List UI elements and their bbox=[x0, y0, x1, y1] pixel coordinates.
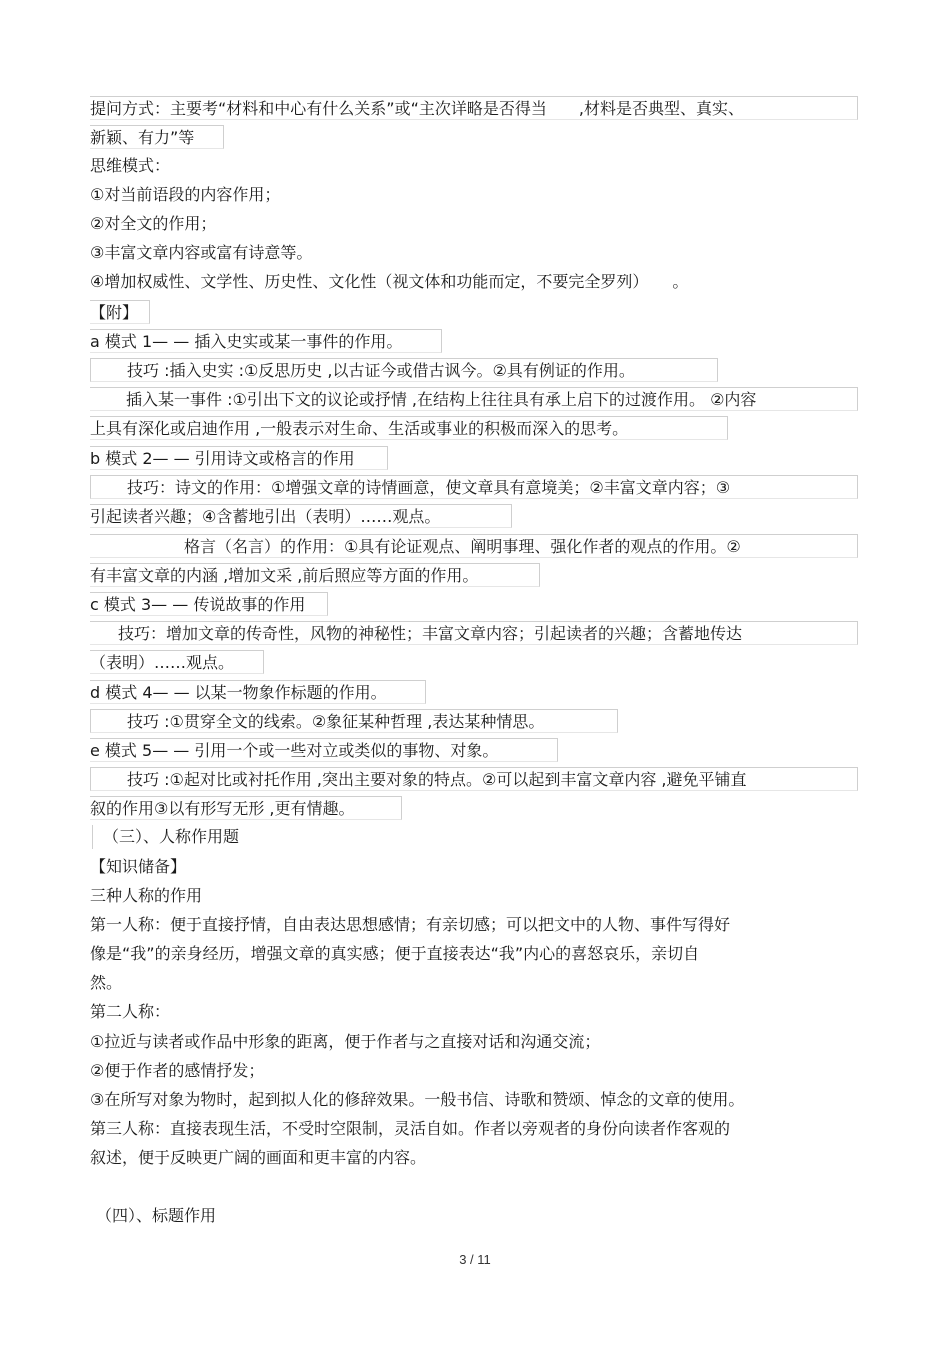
text-line: 叙的作用③以有形写无形 ,更有情趣。 bbox=[90, 796, 402, 820]
text-line: 提问方式：主要考“材料和中心有什么关系”或“主次详略是否得当 ,材料是否典型、真实、 bbox=[90, 96, 858, 120]
text-line: 【知识储备】 bbox=[90, 857, 187, 876]
text-line: ①对当前语段的内容作用； bbox=[90, 185, 281, 204]
section-heading: （四）、标题作用 bbox=[96, 1206, 217, 1225]
text-line: 叙述，便于反映更广阔的画面和更丰富的内容。 bbox=[90, 1148, 427, 1167]
text-line: 然。 bbox=[90, 973, 123, 992]
text-line: 第三人称：直接表现生活，不受时空限制，灵活自如。作者以旁观者的身份向读者作客观的 bbox=[90, 1119, 731, 1138]
text-line: 技巧 :①起对比或衬托作用 ,突出主要对象的特点。②可以起到丰富文章内容 ,避免平铺直 bbox=[90, 767, 858, 791]
text-line: ④增加权威性、文学性、历史性、文化性（视文体和功能而定，不要完全罗列） 。 bbox=[90, 272, 689, 291]
text-line: 像是“我”的亲身经历，增强文章的真实感；便于直接表达“我”内心的喜怒哀乐，亲切自 bbox=[90, 944, 700, 963]
text-line: 第二人称： bbox=[90, 1002, 171, 1021]
mode-heading: e 模式 5— — 引用一个或一些对立或类似的事物、对象。 bbox=[90, 738, 558, 762]
text-line: 三种人称的作用 bbox=[90, 886, 203, 905]
text-line: ③丰富文章内容或富有诗意等。 bbox=[90, 243, 313, 262]
text-line: 格言（名言）的作用：①具有论证观点、阐明事理、强化作者的观点的作用。② bbox=[90, 534, 858, 558]
mode-heading: b 模式 2— — 引用诗文或格言的作用 bbox=[90, 446, 388, 470]
text-line: 技巧 :插入史实 :①反思历史 ,以古证今或借古讽今。②具有例证的作用。 bbox=[90, 358, 718, 382]
text-line: 技巧：增加文章的传奇性，风物的神秘性；丰富文章内容；引起读者的兴趣；含蓄地传达 bbox=[90, 621, 858, 645]
text-line: 技巧：诗文的作用：①增强文章的诗情画意，使文章具有意境美；②丰富文章内容；③ bbox=[90, 475, 858, 499]
text-line: 思维模式： bbox=[90, 156, 171, 175]
text-line: 上具有深化或启迪作用 ,一般表示对生命、生活或事业的积极而深入的思考。 bbox=[90, 416, 728, 440]
page-number: 3 / 11 bbox=[459, 1252, 491, 1267]
text-line: ①拉近与读者或作品中形象的距离，便于作者与之直接对话和沟通交流； bbox=[90, 1032, 601, 1051]
text-line: ③在所写对象为物时，起到拟人化的修辞效果。一般书信、诗歌和赞颂、悼念的文章的使用。 bbox=[90, 1090, 745, 1109]
text-line: 插入某一事件 :①引出下文的议论或抒情 ,在结构上往往具有承上启下的过渡作用。 ②内容 bbox=[90, 387, 858, 411]
text-line: ②对全文的作用； bbox=[90, 214, 217, 233]
text-line: 引起读者兴趣；④含蓄地引出（表明）……观点。 bbox=[90, 504, 512, 528]
text-line: （表明）……观点。 bbox=[90, 650, 264, 674]
text-line: 【附】 bbox=[90, 300, 150, 324]
mode-heading: a 模式 1— — 插入史实或某一事件的作用。 bbox=[90, 329, 442, 353]
mode-heading: d 模式 4— — 以某一物象作标题的作用。 bbox=[90, 680, 426, 704]
text-line: 新颖、有力”等 bbox=[90, 125, 224, 149]
text-line: 技巧 :①贯穿全文的线索。②象征某种哲理 ,表达某种情思。 bbox=[90, 709, 618, 733]
mode-heading: c 模式 3— — 传说故事的作用 bbox=[90, 592, 328, 616]
section-heading: （三）、人称作用题 bbox=[92, 825, 239, 849]
text-line: 有丰富文章的内涵 ,增加文采 ,前后照应等方面的作用。 bbox=[90, 563, 540, 587]
text-line: 第一人称：便于直接抒情，自由表达思想感情；有亲切感；可以把文中的人物、事件写得好 bbox=[90, 915, 731, 934]
text-line: ②便于作者的感情抒发； bbox=[90, 1061, 265, 1080]
